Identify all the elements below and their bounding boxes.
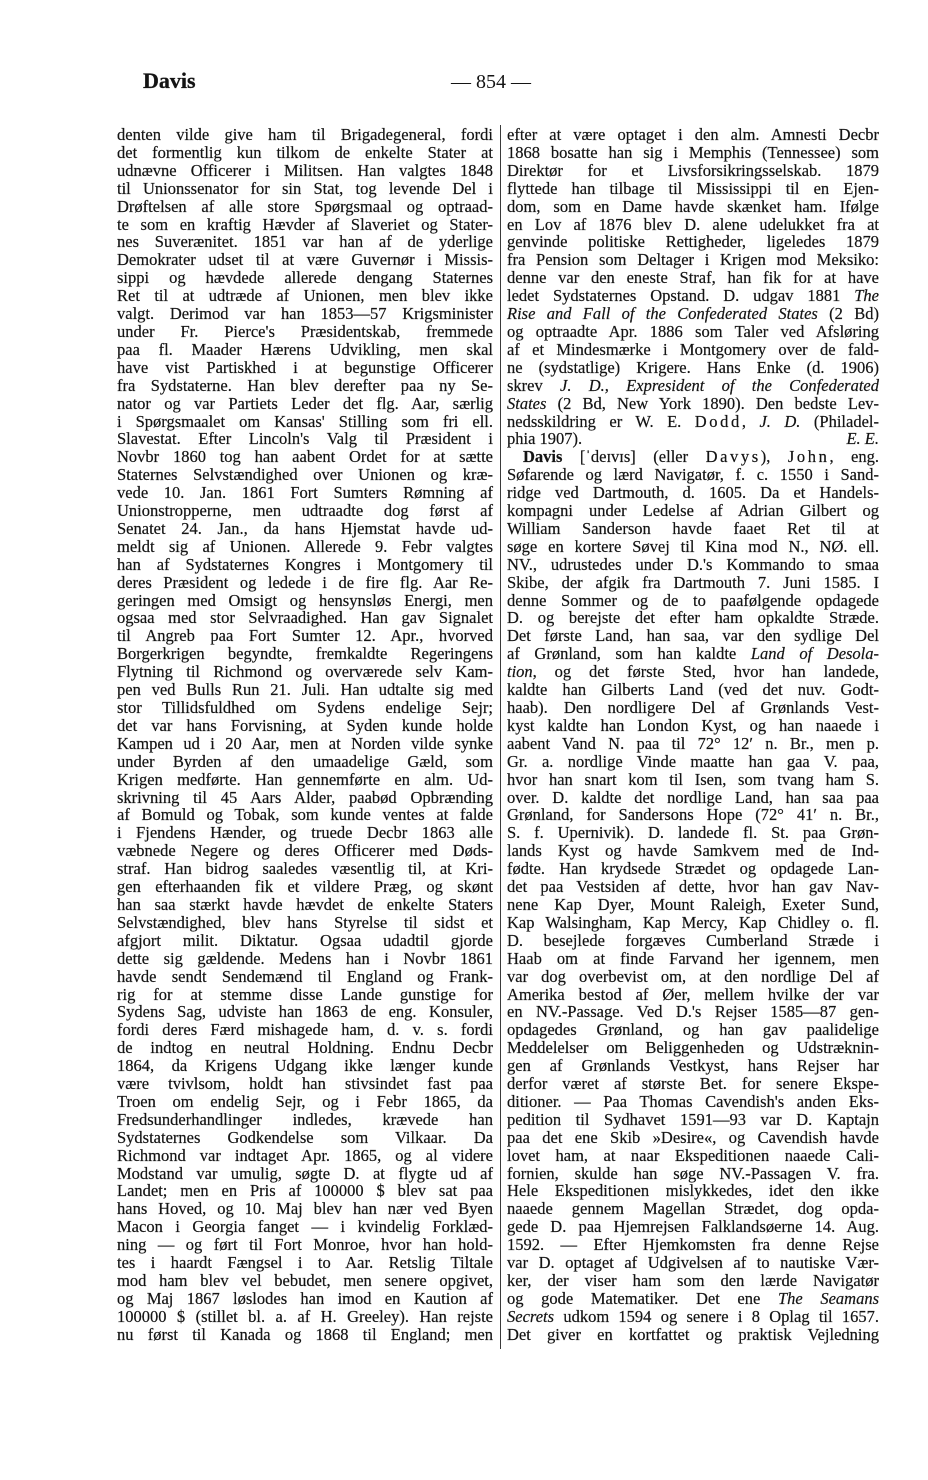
entry-headword: Davis [523, 447, 563, 467]
text-line: Krigen medførte. Han gennemførte en alm. Ud- [117, 769, 493, 789]
text-line [507, 377, 879, 395]
text-line [507, 1290, 879, 1308]
text-run: nedsskildring er W. E. [507, 411, 695, 431]
text-line: søge en kortere Søvej til Kina mod N., NØ. ell. [507, 536, 879, 556]
text-line: efter at være optaget i den alm. Amnesti Decbr [507, 125, 879, 144]
text-line: til Unionssenator for sin Stat, tog levende Del i [117, 178, 493, 198]
text-line: Kap Walsingham, Kap Mercy, Kap Chidley o. fl. [507, 912, 879, 932]
text-line: Meddelelser om Beliggenheden og Udstræknin- [507, 1038, 879, 1058]
text-line: være tvivlsom, holdt han stivsindet fast paa [117, 1074, 493, 1094]
text-line: have vist Partiskhed i at begunstige Officerer [117, 357, 493, 377]
author-signature: E. E. [846, 429, 879, 449]
text-line: han saa stærkt havde hævdet de enkelte Staters [117, 894, 493, 914]
text-line: genvinde politiske Rettigheder, ligeledes 1879 [507, 232, 879, 252]
text-run: [ˈdeɪvɪs] (eller [562, 447, 706, 467]
text-line: vede 10. Jan. 1861 Fort Sumters Rømning af [117, 483, 493, 503]
text-line: haab). Den nordligere Del af Grønlands Vest- [507, 698, 879, 717]
text-line: var dog overbevist om, at den nordlige Del af [507, 966, 879, 986]
text-line: under Fr. Pierce's Præsidentskab, fremmede [117, 321, 493, 341]
spaced-name: John [787, 447, 830, 467]
text-line [507, 395, 879, 413]
text-line: kyst kaldte han London Kyst, og han naaede i [507, 715, 879, 735]
text-line: nes Suverænitet. 1851 var han af de yderlige [117, 232, 493, 252]
text-line: under Byrden af den umaadelige Gæld, som [117, 751, 493, 771]
text-line: Søfarende og lærd Navigatør, f. c. 1550 i Sand- [507, 465, 879, 485]
text-line: flyttede han tilbage til Mississippi til en Ejen- [507, 178, 879, 198]
text-line: ditioner. — Paa Thomas Cavendish's anden Eks- [507, 1091, 879, 1111]
text-line: Gr. a. nordlige Vinde maatte han gaa V. paa, [507, 751, 879, 771]
text-run: af Grønland, som han kaldte [507, 644, 751, 664]
text-line: var D. optaget af Udgivelsen af to nautiske Vær- [507, 1253, 879, 1273]
text-line: rig for at stemme disse Lande gunstige for [117, 984, 493, 1004]
text-line: derfor været af største Bet. for senere Ekspe- [507, 1074, 879, 1094]
text-line: William Sanderson havde faaet Ret til at [507, 518, 879, 538]
right-column [507, 126, 879, 1344]
text-line [507, 663, 879, 681]
text-line: paa det ene Skib »Desire«, og Cavendish havde [507, 1127, 879, 1147]
text-line: og optraadte Apr. 1886 som Taler ved Afsløring [507, 321, 879, 341]
text-line: pedition til Sydhavet 1591—93 var D. Kaptajn [507, 1109, 879, 1129]
text-line: fordi deres Færd mishagede ham, d. v. s. fordi [117, 1020, 493, 1040]
text-line [507, 413, 879, 431]
spaced-name: Dodd [694, 411, 742, 431]
text-line: Modstand var umulig, søgte D. at flygte ud af [117, 1163, 493, 1183]
text-line: aabent Vand N. paa til 72° 12′ n. Br., men p. [507, 733, 879, 753]
spaced-name: Davys [705, 447, 761, 467]
text-line: nu først til Kanada og 1868 til England; men [117, 1324, 493, 1344]
text-line: paa fl. Maader Hærens Udvikling, men skal [117, 339, 493, 359]
text-line: Unionstropperne, men udtraadte dog først af [117, 501, 493, 521]
text-line: lands Kyst og havde Samkvem med de Ind- [507, 841, 879, 861]
text-line: afgjort milit. Diktatur. Ogsaa udadtil gjorde [117, 930, 493, 950]
text-line: fødte. Han krydsede Strædet og opdagede Lan- [507, 859, 879, 879]
text-line: Drøftelsen af alle store Spørgsmaal og optraad- [117, 196, 493, 216]
text-line: Skibe, der afgik fra Dartmouth 7. Juni 1585. I [507, 572, 879, 592]
text-line: af Bomuld og Tobak, som kunde ventes at falde [117, 805, 493, 825]
italic-text: tion [507, 662, 533, 682]
text-line: hans Hoved, og 10. Maj blev han nær ved Byen [117, 1199, 493, 1219]
text-line: ridge ved Dartmouth, d. 1605. Da et Handels- [507, 483, 879, 503]
text-line: denne var den eneste Straf, han fik for at have [507, 268, 879, 288]
text-line: dom, som en Dame havde skænket ham. Ifølge [507, 196, 879, 216]
text-line [507, 287, 879, 305]
column-rule [500, 125, 501, 1349]
text-line: straf. Han bidrog saaledes væsentlig til, at Kri- [117, 859, 493, 879]
left-column [117, 126, 493, 1344]
text-line: fra Sydstaterne. Han blev derefter paa ny Se- [117, 375, 493, 395]
text-line: Macon i Georgia fanget — i kvindelig Forklæd- [117, 1217, 493, 1237]
italic-text: States [507, 393, 547, 413]
text-line: Ret til at udtræde af Unionen, men blev ikke [117, 286, 493, 306]
text-line: Amerika bestod af Øer, mellem hvilke der var [507, 984, 879, 1004]
text-line: geringen med Omsigt og hensynsløs Energi, men [117, 590, 493, 610]
text-line: stor Tillidsfuldhed om Sydens endelige Sejr; [117, 698, 493, 717]
text-line: fra Pension som Deltager i Krigen mod Meksiko: [507, 250, 879, 270]
italic-text: Rise and Fall of the Confederated States [507, 304, 818, 324]
text-line: Hele Ekspeditionen mislykkedes, idet den ikke [507, 1181, 879, 1201]
text-line: Richmond var indtaget Apr. 1865, og al videre [117, 1145, 493, 1165]
text-line: de indtog en neutral Holdning. Endnu Decbr [117, 1038, 493, 1058]
text-line: mod ham blev vel bebudet, men senere opgivet, [117, 1271, 493, 1290]
text-line: 1592. — Efter Hjemkomsten fra denne Rejse [507, 1235, 879, 1255]
text-line [507, 1308, 879, 1326]
text-line: Kampen ud i 20 Aar, men at Norden vilde synke [117, 733, 493, 753]
text-line: en NV.-Passage. Ved D.'s Rejser 1585—87 gen- [507, 1002, 879, 1022]
italic-text: Secrets [507, 1306, 555, 1326]
text-line: Selvstændighed, blev hans Styrelse til sidst et [117, 912, 493, 932]
text-run: ledet Sydstaternes Opstand. D. udgav 1881 [507, 286, 855, 306]
text-line: dette sig gældende. Medens han i Novbr 1861 [117, 948, 493, 968]
text-line: kaldte han Gilberts Land (ved det nuv. Godt- [507, 680, 879, 700]
text-line: valgt. Derimod var han 1853—57 Krigsminister [117, 304, 493, 324]
text-line: Landet; men en Pris af 100000 $ blev sat paa [117, 1181, 493, 1201]
text-line: Demokrater udset til at være Guvernør i Missis- [117, 250, 493, 270]
text-line: det var hans Forvisning, at Syden kunde holde [117, 715, 493, 735]
text-run: phia 1907). [507, 429, 583, 449]
text-line: Staternes Selvstændighed over Unionen og kræ- [117, 465, 493, 485]
text-line: fornien, skulde han søge NV.-Passagen V. fra. [507, 1163, 879, 1183]
text-line: en Lov af 1876 blev D. alene udelukket fra at [507, 214, 879, 234]
text-line: han af Sydstaternes Kongres i Montgomery til [117, 554, 493, 574]
text-run: og gode Matematiker. Det ene [507, 1288, 778, 1308]
italic-text: J. D., Expresident of the Confederated [560, 375, 879, 395]
text-line: ne (sydstatlige) Krigere. Hans Enke (d. 1906) [507, 357, 879, 377]
text-line: Sydstaternes Godkendelse som Vilkaar. Da [117, 1127, 493, 1147]
text-line: opdagedes Grønland, og han gav paalidelige [507, 1020, 879, 1040]
text-line: te som en kraftig Hævder af Slaveriet og Stater- [117, 214, 493, 234]
italic-text: The [854, 286, 879, 306]
text-line: 1868 bosatte han sig i Memphis (Tennessee) som [507, 142, 879, 162]
text-line: nator og var Partiets Leder det flg. Aar, særlig [117, 393, 493, 413]
text-line: pen ved Bulls Run 21. Juli. Han udtalte sig med [117, 680, 493, 700]
text-line: i Spørgsmaalet om Kansas' Stilling som fri ell. [117, 411, 493, 431]
text-line: Fredsunderhandlinger indledes, krævede han [117, 1109, 493, 1129]
text-line: 1864, da Krigens Udgang ikke længer kunde [117, 1056, 493, 1076]
text-line: deres Præsident og ledede i de fire flg. Aar Re- [117, 572, 493, 592]
text-line [507, 448, 879, 466]
text-line: Det giver en kortfattet og praktisk Vejledning [507, 1324, 879, 1344]
text-line: Haab om at finde Farvand her igennem, men [507, 948, 879, 968]
page-number: — 854 — [451, 71, 531, 93]
text-line: ker, der viser ham som den lærde Navigatør [507, 1271, 879, 1290]
text-line: NV., udrustedes under D.'s Kommando to smaa [507, 554, 879, 574]
text-line: denne Sommer og de to paafølgende opdagede [507, 590, 879, 610]
text-line [507, 430, 879, 448]
text-line: S. f. Upernivik). D. landede fl. St. paa Grøn- [507, 823, 879, 843]
text-line: Novbr 1860 tog han aabent Ordet for at sætte [117, 447, 493, 467]
text-line: Borgerkrigen begyndte, fremkaldte Regeringens [117, 644, 493, 664]
text-line: D. besejlede forgæves Cumberland Stræde i [507, 930, 879, 950]
text-line: Troen om endelig Sejr, og i Febr 1865, da [117, 1091, 493, 1111]
text-run: , eng. [829, 447, 879, 467]
text-line: nene Kap Dyer, Mount Raleigh, Exeter Sund, [507, 894, 879, 914]
text-line: udnævne Officerer i Militsen. Han valgtes 1848 [117, 160, 493, 180]
text-line: til Angreb paa Fort Sumter 12. Apr., hvorved [117, 626, 493, 646]
text-line: gen af Grønlands Vestkyst, hans Rejser har [507, 1056, 879, 1076]
text-line: 100000 $ (stillet bl. a. af H. Greeley). Han rejste [117, 1306, 493, 1326]
text-line: væbnede Negere og deres Officerer med Døds- [117, 841, 493, 861]
text-line: i Fjendens Hænder, og truede Decbr 1863 alle [117, 823, 493, 843]
text-line [507, 305, 879, 323]
text-run: (Philadel- [800, 411, 879, 431]
text-line: skrivning til 45 Aars Alder, paabød Opbrænding [117, 787, 493, 807]
text-line: og Maj 1867 løslodes han imod en Kaution af [117, 1288, 493, 1308]
text-line: sippi og hævdede allerede dengang Staternes [117, 268, 493, 288]
text-line: havde sendt Sendemænd til England og Frank- [117, 966, 493, 986]
text-line: Grønland, for Sandersons Hope (72° 41′ n. Br., [507, 805, 879, 825]
text-line: ogsaa med stor Selvraadighed. Han gav Signalet [117, 608, 493, 628]
text-line: lovet ham, at naar Ekspeditionen naaede Cali- [507, 1145, 879, 1165]
text-line: D. og berejste det efter ham opkaldte Stræde. [507, 608, 879, 628]
italic-text: J. D. [759, 411, 801, 431]
text-line: tes i haardt Fængsel i to Aar. Retslig Tiltale [117, 1253, 493, 1273]
text-line: Slavestat. Efter Lincoln's Valg til Præsident i [117, 429, 493, 449]
text-line: det formentlig kun tilkom de enkelte Stater at [117, 142, 493, 162]
text-run: udkom 1594 og senere i 8 Oplag til 1657. [554, 1306, 879, 1326]
text-line: af et Mindesmærke i Montgomery over de fald- [507, 339, 879, 359]
text-line: Det første Land, han saa, var den sydlige Del [507, 626, 879, 646]
text-line: det paa Vestsiden af dette, hvor han gav Nav- [507, 877, 879, 897]
text-run: skrev [507, 375, 561, 395]
text-line [507, 645, 879, 663]
text-run: (2 Bd) [817, 304, 879, 324]
text-line: naaede gennem Magellan Strædet, dog opda- [507, 1199, 879, 1219]
text-run: (2 Bd, New York 1890). Den bedste Lev- [546, 393, 879, 413]
text-line: meldt sig af Unionen. Allerede 9. Febr valgtes [117, 536, 493, 556]
italic-text: The Seamans [777, 1288, 879, 1308]
text-line: Direktør for et Livsforsikringsselskab. 1879 [507, 160, 879, 180]
text-run: , [741, 411, 760, 431]
text-line: Senatet 24. Jan., da hans Hjemstat havde ud- [117, 518, 493, 538]
text-line: Flytning til Richmond og overværede selv Kam- [117, 662, 493, 682]
text-line: over. D. kaldte det nordlige Land, han saa paa [507, 787, 879, 807]
text-line: ning — og ført til Fort Monroe, hvor han hold- [117, 1235, 493, 1255]
text-line: denten vilde give ham til Brigadegeneral, fordi [117, 125, 493, 144]
italic-text: Land of Desola- [750, 644, 880, 664]
text-run: , og det første Sted, hvor han landede, [532, 662, 879, 682]
running-head: Davis [143, 68, 196, 93]
text-line: hvor han snart kom til Isen, som tvang ham S. [507, 769, 879, 789]
text-line: Sydens Sag, udviste han 1863 de eng. Konsuler, [117, 1002, 493, 1022]
text-line: gen efterhaanden fik et vildere Præg, og skønt [117, 877, 493, 897]
text-line: kompagni under Ledelse af Adrian Gilbert og [507, 501, 879, 521]
text-line: gede D. paa Hjemrejsen Falklandsøerne 14. Aug. [507, 1217, 879, 1237]
text-run: ), [760, 447, 788, 467]
